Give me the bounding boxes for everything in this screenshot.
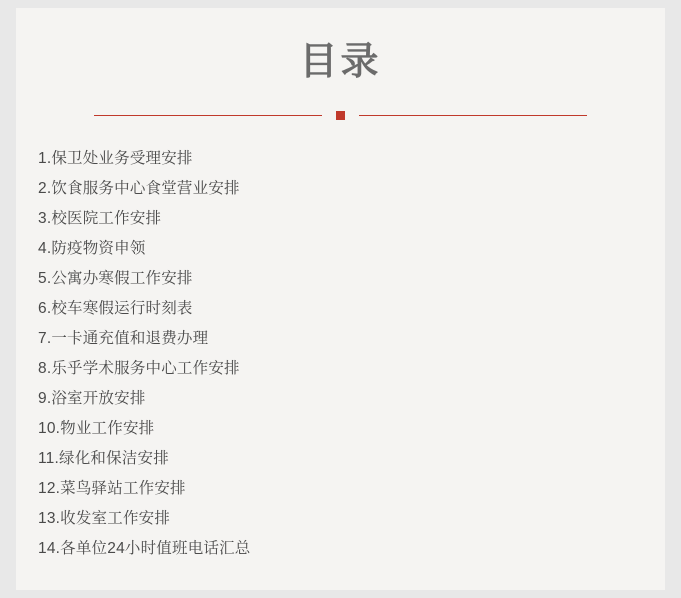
- document-page: [16, 8, 665, 590]
- toc-entry[interactable]: 4.防疫物资申领: [38, 239, 146, 257]
- divider-square-dot-icon: [336, 111, 345, 120]
- title-block: [16, 8, 665, 84]
- toc-entry[interactable]: 7.一卡通充值和退费办理: [38, 329, 209, 347]
- toc-entry[interactable]: 3.校医院工作安排: [38, 209, 162, 227]
- toc-entry[interactable]: 5.公寓办寒假工作安排: [38, 269, 193, 287]
- toc-entry[interactable]: 1.保卫处业务受理安排: [38, 149, 193, 167]
- toc-entry[interactable]: 6.校车寒假运行时刻表: [38, 299, 193, 317]
- toc-entry[interactable]: 14.各单位24小时值班电话汇总: [38, 539, 251, 557]
- toc-entry[interactable]: 9.浴室开放安排: [38, 389, 146, 407]
- table-of-contents: [16, 144, 665, 564]
- toc-entry[interactable]: 12.菜鸟驿站工作安排: [38, 479, 186, 497]
- toc-entry[interactable]: 11.绿化和保洁安排: [38, 449, 169, 467]
- page-title: 目录: [299, 41, 382, 83]
- toc-entry[interactable]: 2.饮食服务中心食堂营业安排: [38, 179, 240, 197]
- toc-entry[interactable]: 13.收发室工作安排: [38, 509, 171, 527]
- divider-rule-left: [94, 115, 322, 116]
- toc-entry[interactable]: 10.物业工作安排: [38, 419, 155, 437]
- divider-rule-right: [359, 115, 587, 116]
- title-divider: [16, 110, 665, 122]
- toc-entry[interactable]: 8.乐乎学术服务中心工作安排: [38, 359, 240, 377]
